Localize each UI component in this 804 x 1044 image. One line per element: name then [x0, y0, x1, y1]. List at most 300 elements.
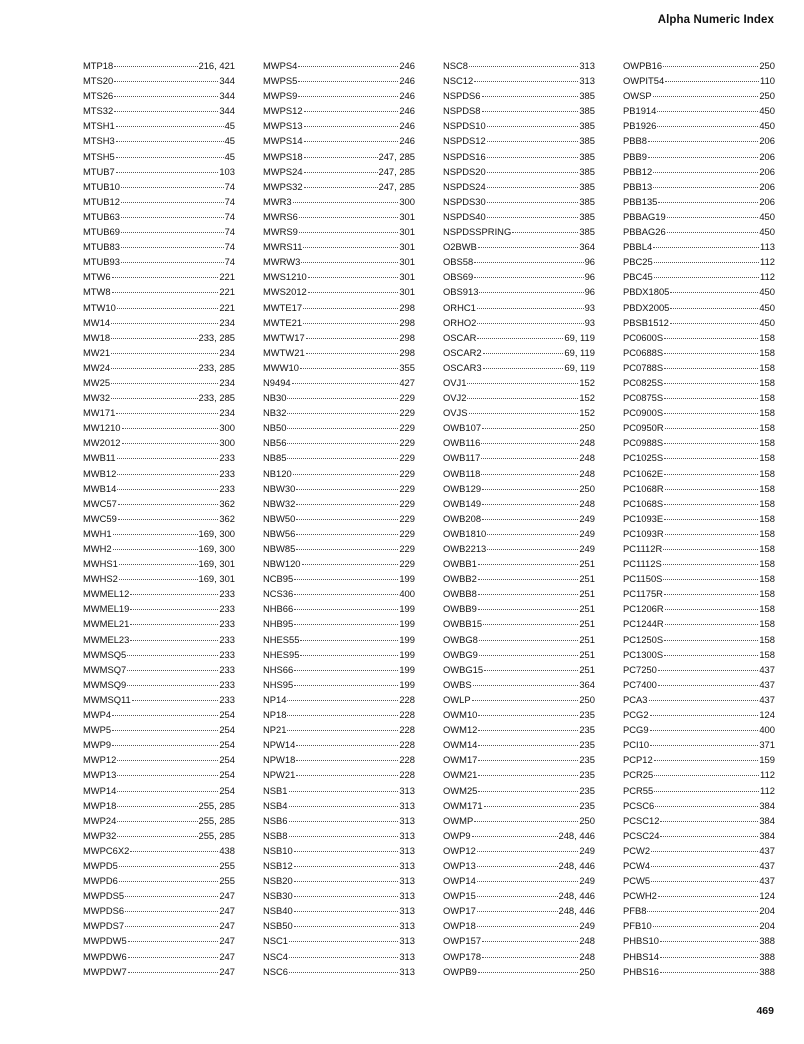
entry-page-ref: 103: [219, 165, 235, 177]
index-entry: [623, 616, 775, 631]
dot-leader: [287, 458, 398, 459]
entry-page-ref: 313: [399, 844, 415, 856]
dot-leader: [478, 775, 578, 776]
dot-leader: [467, 383, 578, 384]
entry-code: MTW8: [83, 286, 111, 298]
entry-page-ref: 438: [219, 844, 235, 856]
index-entry: [83, 586, 235, 601]
index-entry: [263, 269, 415, 284]
entry-page-ref: 199: [399, 678, 415, 690]
index-entry: [443, 813, 595, 828]
index-entry: [263, 918, 415, 933]
index-entry: [443, 858, 595, 873]
entry-code: PC7400: [623, 678, 657, 690]
entry-code: MWPDS5: [83, 890, 125, 902]
dot-leader: [477, 881, 579, 882]
index-entry: [443, 284, 595, 299]
entry-code: MTS26: [83, 90, 114, 102]
entry-page-ref: 255: [219, 859, 235, 871]
index-entry: [263, 933, 415, 948]
index-entry: [83, 798, 235, 813]
entry-code: NSB6: [263, 814, 288, 826]
index-entry: [623, 571, 775, 586]
index-entry: [623, 707, 775, 722]
entry-code: MWS2012: [263, 286, 307, 298]
index-entry: [263, 481, 415, 496]
dot-leader: [664, 368, 758, 369]
entry-page-ref: 248: [579, 497, 595, 509]
dot-leader: [487, 172, 579, 173]
index-entry: [623, 918, 775, 933]
entry-code: OWP13: [443, 859, 476, 871]
entry-code: OWP9: [443, 829, 471, 841]
index-column-1: [83, 58, 235, 979]
dot-leader: [289, 821, 399, 822]
entry-code: MTUB10: [83, 180, 120, 192]
dot-leader: [483, 353, 564, 354]
index-entry: [443, 88, 595, 103]
dot-leader: [294, 609, 398, 610]
entry-code: PCW2: [623, 844, 651, 856]
dot-leader: [119, 881, 218, 882]
dot-leader: [487, 217, 579, 218]
dot-leader: [481, 443, 578, 444]
dot-leader: [487, 157, 579, 158]
entry-code: PCI10: [623, 739, 650, 751]
entry-code: MWW10: [263, 361, 299, 373]
entry-page-ref: 250: [579, 965, 595, 977]
index-entry: [83, 662, 235, 677]
entry-code: OVJS: [443, 407, 468, 419]
index-entry: [263, 752, 415, 767]
index-entry: [263, 315, 415, 330]
entry-page-ref: 221: [219, 301, 235, 313]
entry-code: MWPD5: [83, 859, 118, 871]
dot-leader: [304, 141, 399, 142]
index-entry: [623, 692, 775, 707]
index-entry: [623, 798, 775, 813]
dot-leader: [664, 338, 758, 339]
index-entry: [83, 269, 235, 284]
dot-leader: [300, 640, 398, 641]
entry-page-ref: 112: [760, 256, 775, 268]
dot-leader: [472, 700, 579, 701]
entry-page-ref: 199: [399, 573, 415, 585]
entry-code: OWB208: [443, 512, 482, 524]
entry-page-ref: 385: [579, 180, 595, 192]
entry-code: OWP12: [443, 844, 476, 856]
index-entry: [443, 390, 595, 405]
entry-code: MW18: [83, 331, 111, 343]
entry-page-ref: 249: [579, 920, 595, 932]
entry-page-ref: 250: [579, 422, 595, 434]
dot-leader: [128, 941, 219, 942]
entry-code: OWM171: [443, 799, 483, 811]
entry-page-ref: 313: [399, 935, 415, 947]
index-entry: [623, 737, 775, 752]
entry-code: PFB10: [623, 920, 652, 932]
entry-code: PC0788S: [623, 361, 664, 373]
entry-code: MWTW17: [263, 331, 305, 343]
index-entry: [623, 722, 775, 737]
dot-leader: [114, 96, 218, 97]
dot-leader: [111, 338, 197, 339]
index-entry: [263, 903, 415, 918]
entry-page-ref: 229: [399, 392, 415, 404]
entry-page-ref: 233: [219, 663, 235, 675]
entry-code: MWPDS6: [83, 905, 125, 917]
index-entry: [263, 375, 415, 390]
index-entry: [263, 798, 415, 813]
entry-page-ref: 152: [579, 407, 595, 419]
entry-page-ref: 229: [399, 452, 415, 464]
entry-page-ref: 124: [759, 709, 775, 721]
index-entry: [83, 360, 235, 375]
entry-code: PCA3: [623, 693, 648, 705]
entry-page-ref: 248: [579, 467, 595, 479]
dot-leader: [306, 338, 399, 339]
entry-code: NSB12: [263, 859, 293, 871]
index-entry: [83, 632, 235, 647]
index-entry: [623, 345, 775, 360]
index-entry: [443, 601, 595, 616]
entry-code: NHES95: [263, 648, 300, 660]
entry-page-ref: 204: [759, 920, 775, 932]
entry-page-ref: 158: [759, 376, 775, 388]
entry-page-ref: 221: [219, 271, 235, 283]
dot-leader: [474, 821, 578, 822]
entry-page-ref: 362: [219, 497, 235, 509]
index-entry: [623, 496, 775, 511]
index-entry: [83, 752, 235, 767]
entry-code: MWP13: [83, 769, 117, 781]
entry-code: PCW5: [623, 875, 651, 887]
entry-code: OWBG9: [443, 648, 478, 660]
index-entry: [623, 149, 775, 164]
dot-leader: [292, 383, 399, 384]
entry-code: NPW18: [263, 754, 296, 766]
index-entry: [623, 586, 775, 601]
dot-leader: [130, 640, 218, 641]
entry-page-ref: 298: [399, 301, 415, 313]
dot-leader: [298, 81, 398, 82]
entry-code: NSB10: [263, 844, 293, 856]
dot-leader: [487, 549, 578, 550]
entry-code: PC0825S: [623, 376, 664, 388]
index-entry: [443, 918, 595, 933]
entry-page-ref: 229: [399, 437, 415, 449]
entry-page-ref: 228: [399, 693, 415, 705]
entry-page-ref: 400: [759, 724, 775, 736]
entry-code: OVJ1: [443, 376, 467, 388]
entry-code: NBW32: [263, 497, 296, 509]
dot-leader: [294, 896, 399, 897]
dot-leader: [664, 353, 758, 354]
dot-leader: [484, 806, 579, 807]
index-entry: [623, 813, 775, 828]
dot-leader: [664, 504, 758, 505]
dot-leader: [121, 217, 224, 218]
index-entry: [83, 888, 235, 903]
index-column-2: [263, 58, 415, 979]
entry-page-ref: 427: [399, 376, 415, 388]
index-entry: [83, 692, 235, 707]
entry-page-ref: 313: [399, 890, 415, 902]
dot-leader: [308, 277, 399, 278]
dot-leader: [303, 323, 398, 324]
dot-leader: [664, 519, 758, 520]
entry-code: PC1025S: [623, 452, 664, 464]
entry-page-ref: 247: [219, 920, 235, 932]
entry-page-ref: 301: [399, 271, 415, 283]
index-entry: [263, 466, 415, 481]
index-entry: [443, 481, 595, 496]
entry-code: MTUB63: [83, 210, 120, 222]
entry-code: MWPC6X2: [83, 844, 130, 856]
index-entry: [623, 133, 775, 148]
index-entry: [623, 254, 775, 269]
dot-leader: [113, 549, 198, 550]
entry-code: OWB149: [443, 497, 482, 509]
entry-page-ref: 388: [759, 935, 775, 947]
entry-code: NSB30: [263, 890, 293, 902]
dot-leader: [478, 609, 578, 610]
index-entry: [83, 284, 235, 299]
index-entry: [83, 118, 235, 133]
entry-page-ref: 158: [759, 497, 775, 509]
index-entry: [623, 390, 775, 405]
entry-page-ref: 251: [579, 633, 595, 645]
entry-page-ref: 233, 285: [198, 361, 235, 373]
entry-code: MWTE21: [263, 316, 303, 328]
entry-page-ref: 400: [399, 588, 415, 600]
entry-code: PBBAG26: [623, 226, 666, 238]
entry-page-ref: 251: [579, 603, 595, 615]
dot-leader: [663, 549, 758, 550]
entry-page-ref: 199: [399, 633, 415, 645]
index-entry: [263, 632, 415, 647]
entry-code: OWSP: [623, 90, 652, 102]
entry-code: PC7250: [623, 663, 657, 675]
dot-leader: [116, 157, 224, 158]
dot-leader: [117, 458, 219, 459]
entry-code: PC0688S: [623, 346, 664, 358]
dot-leader: [296, 504, 398, 505]
index-entry: [263, 284, 415, 299]
dot-leader: [304, 126, 399, 127]
dot-leader: [287, 443, 398, 444]
entry-code: MWMSQ7: [83, 663, 127, 675]
entry-page-ref: 158: [759, 573, 775, 585]
index-entry: [263, 767, 415, 782]
dot-leader: [294, 579, 398, 580]
entry-page-ref: 233: [219, 693, 235, 705]
entry-code: PC1300S: [623, 648, 664, 660]
dot-leader: [125, 911, 218, 912]
index-entry: [623, 435, 775, 450]
entry-page-ref: 229: [399, 558, 415, 570]
dot-leader: [303, 308, 398, 309]
entry-code: NP21: [263, 724, 287, 736]
dot-leader: [482, 957, 578, 958]
dot-leader: [664, 398, 758, 399]
dot-leader: [658, 670, 758, 671]
index-entry: [263, 858, 415, 873]
index-entry: [83, 737, 235, 752]
entry-code: MTUB69: [83, 226, 120, 238]
entry-code: PBB9: [623, 150, 647, 162]
entry-code: OWB116: [443, 437, 481, 449]
index-entry: [623, 450, 775, 465]
dot-leader: [664, 383, 758, 384]
entry-code: OWB1810: [443, 527, 487, 539]
index-entry: [83, 677, 235, 692]
index-entry: [263, 662, 415, 677]
entry-page-ref: 249: [579, 844, 595, 856]
dot-leader: [477, 866, 558, 867]
entry-code: PC1250S: [623, 633, 664, 645]
index-entry: [623, 118, 775, 133]
dot-leader: [487, 141, 579, 142]
dot-leader: [287, 700, 398, 701]
dot-leader: [473, 685, 579, 686]
dot-leader: [116, 141, 224, 142]
entry-code: ORHC1: [443, 301, 476, 313]
entry-code: MWRS6: [263, 210, 298, 222]
entry-page-ref: 313: [399, 965, 415, 977]
entry-page-ref: 158: [759, 543, 775, 554]
index-entry: [623, 88, 775, 103]
entry-code: OVJ2: [443, 392, 467, 404]
entry-code: NSB8: [263, 829, 288, 841]
entry-page-ref: 300: [219, 422, 235, 434]
entry-page-ref: 344: [219, 75, 235, 87]
entry-code: NPW14: [263, 739, 296, 751]
entry-page-ref: 233: [219, 467, 235, 479]
entry-code: MW21: [83, 346, 111, 358]
index-entry: [443, 239, 595, 254]
entry-code: MW2012: [83, 437, 121, 449]
entry-page-ref: 234: [219, 316, 235, 328]
entry-page-ref: 246: [399, 60, 415, 71]
index-entry: [443, 496, 595, 511]
entry-page-ref: 45: [224, 135, 235, 147]
entry-code: PB1926: [623, 120, 657, 132]
index-entry: [623, 752, 775, 767]
index-entry: [263, 571, 415, 586]
index-entry: [443, 194, 595, 209]
dot-leader: [121, 202, 224, 203]
dot-leader: [650, 730, 759, 731]
index-entry: [263, 224, 415, 239]
dot-leader: [477, 308, 584, 309]
entry-page-ref: 246: [399, 90, 415, 102]
index-entry: [83, 903, 235, 918]
dot-leader: [487, 534, 578, 535]
entry-page-ref: 450: [759, 316, 775, 328]
index-entry: [443, 647, 595, 662]
entry-page-ref: 169, 301: [198, 573, 235, 585]
entry-page-ref: 250: [759, 60, 775, 71]
entry-code: MWMEL23: [83, 633, 130, 645]
entry-page-ref: 45: [224, 150, 235, 162]
index-entry: [263, 360, 415, 375]
index-entry: [623, 556, 775, 571]
dot-leader: [111, 353, 218, 354]
index-entry: [83, 466, 235, 481]
entry-code: OWM21: [443, 769, 478, 781]
entry-code: NSPDS24: [443, 180, 486, 192]
index-entry: [263, 88, 415, 103]
entry-code: MWP18: [83, 799, 117, 811]
index-entry: [83, 133, 235, 148]
dot-leader: [478, 745, 578, 746]
entry-page-ref: 169, 300: [198, 543, 235, 554]
index-entry: [263, 541, 415, 556]
entry-code: MWPS14: [263, 135, 303, 147]
entry-page-ref: 96: [584, 271, 595, 283]
dot-leader: [654, 277, 759, 278]
entry-page-ref: 206: [759, 180, 775, 192]
entry-page-ref: 301: [399, 286, 415, 298]
index-entry: [83, 239, 235, 254]
entry-page-ref: 437: [759, 859, 775, 871]
entry-code: OWB107: [443, 422, 482, 434]
index-entry: [623, 194, 775, 209]
dot-leader: [114, 81, 218, 82]
entry-code: PBC45: [623, 271, 653, 283]
entry-page-ref: 233, 285: [198, 392, 235, 404]
dot-leader: [122, 428, 219, 429]
entry-code: OWPIT54: [623, 75, 665, 87]
entry-page-ref: 313: [399, 799, 415, 811]
entry-code: NCS36: [263, 588, 294, 600]
entry-page-ref: 96: [584, 256, 595, 268]
dot-leader: [296, 775, 398, 776]
dot-leader: [293, 474, 399, 475]
dot-leader: [298, 96, 398, 97]
index-entry: [263, 707, 415, 722]
entry-page-ref: 158: [759, 558, 775, 570]
entry-code: MWB12: [83, 467, 117, 479]
entry-page-ref: 300: [219, 437, 235, 449]
entry-page-ref: 247, 285: [378, 150, 415, 162]
entry-code: MWRS9: [263, 226, 298, 238]
dot-leader: [658, 896, 758, 897]
dot-leader: [650, 715, 759, 716]
dot-leader: [665, 489, 759, 490]
dot-leader: [287, 715, 398, 716]
dot-leader: [655, 806, 758, 807]
index-entry: [443, 149, 595, 164]
entry-code: PC1093R: [623, 527, 664, 539]
dot-leader: [289, 836, 399, 837]
dot-leader: [299, 232, 398, 233]
index-entry: [83, 481, 235, 496]
dot-leader: [117, 760, 218, 761]
entry-page-ref: 254: [219, 754, 235, 766]
entry-code: OWP17: [443, 905, 476, 917]
page-title: Alpha Numeric Index: [657, 14, 774, 26]
entry-code: NB32: [263, 407, 287, 419]
index-entry: [83, 88, 235, 103]
dot-leader: [477, 323, 583, 324]
entry-page-ref: 229: [399, 467, 415, 479]
entry-page-ref: 204: [759, 905, 775, 917]
index-entry: [443, 632, 595, 647]
dot-leader: [287, 398, 398, 399]
entry-page-ref: 250: [579, 693, 595, 705]
